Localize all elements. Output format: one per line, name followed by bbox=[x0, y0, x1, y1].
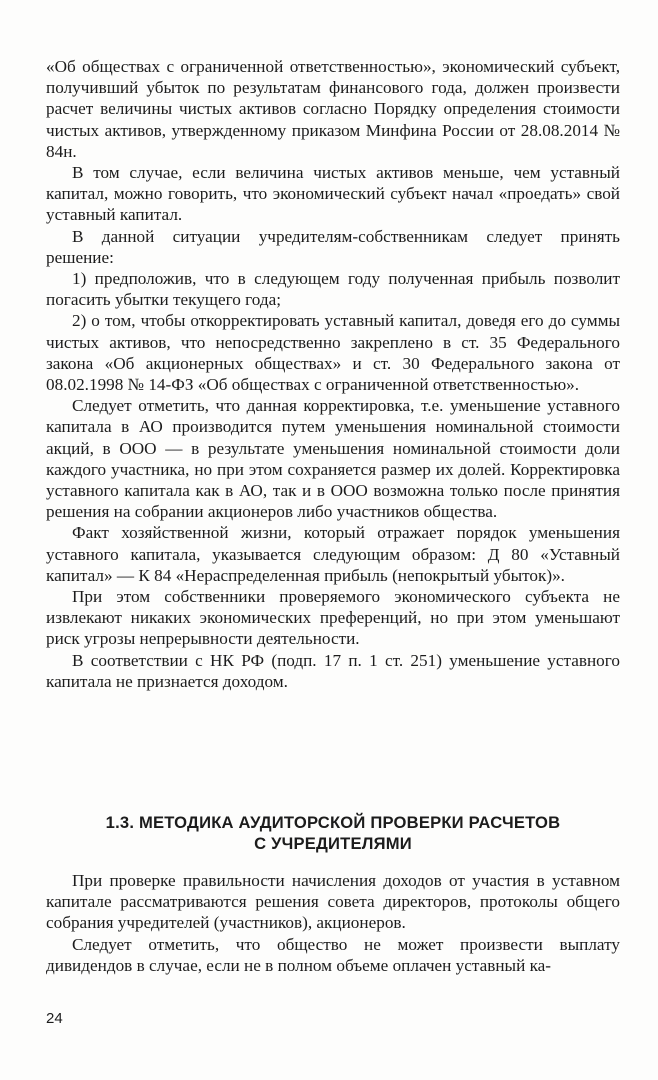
paragraph: «Об обществах с ограниченной ответственностью», экономический субъект, получивший убыток по результатам финансового года, должен произвести расчет величины чистых активов согласно Порядку определения стоимости чистых активов, утвержденному приказом Минфина России от 28.08.2014 № 84н. bbox=[46, 57, 620, 161]
paragraph: Следует отметить, что общество не может произвести выплату дивидендов в случае, если не в полном объеме оплачен уставный ка- bbox=[46, 934, 620, 975]
paragraph: В соответствии с НК РФ (подп. 17 п. 1 ст. 251) уменьшение уставного капитала не признается доходом. bbox=[46, 650, 620, 691]
paragraph: Факт хозяйственной жизни, который отражает порядок уменьшения уставного капитала, указывается следующим образом: Д 80 «Уставный капитал» — К 84 «Нераспределенная прибыль (непокрытый убыток)». bbox=[46, 523, 620, 585]
section-heading bbox=[46, 812, 620, 854]
paragraph: В данной ситуации учредителям-собственникам следует принять решение: bbox=[46, 226, 620, 267]
paragraph: При этом собственники проверяемого экономического субъекта не извлекают никаких экономических преференций, но при этом уменьшают риск угрозы непрерывности деятельности. bbox=[46, 587, 620, 649]
page-number: 24 bbox=[46, 1010, 63, 1027]
paragraph: 1) предположив, что в следующем году полученная прибыль позволит погасить убытки текущего года; bbox=[46, 269, 620, 310]
section-heading-line: С УЧРЕДИТЕЛЯМИ bbox=[254, 834, 412, 853]
paragraph: 2) о том, чтобы откорректировать уставный капитал, доведя его до суммы чистых активов, что непосредственно закреплено в ст. 35 Федерального закона «Об акционерных обществах» и ст. 30 Федерального закона от 08.02.1998 № 14-ФЗ «Об обществах с ограниченной ответственностью». bbox=[46, 311, 620, 395]
body-text-top bbox=[46, 56, 620, 692]
paragraph: В том случае, если величина чистых активов меньше, чем уставный капитал, можно говорить, что экономический субъект начал «проедать» свой уставный капитал. bbox=[46, 163, 620, 225]
paragraph: При проверке правильности начисления доходов от участия в уставном капитале рассматриваются решения совета директоров, протоколы общего собрания учредителей (участников), акционеров. bbox=[46, 871, 620, 933]
section-heading-line: 1.3. МЕТОДИКА АУДИТОРСКОЙ ПРОВЕРКИ РАСЧЕТОВ bbox=[105, 813, 561, 832]
paragraph: Следует отметить, что данная корректировка, т.е. уменьшение уставного капитала в АО производится путем уменьшения номинальной стоимости акций, в ООО — в результате уменьшения номинальной стоимости доли каждого участника, но при этом сохраняется размер их долей. Корректировка уставного капитала как в АО, так и в ООО возможна только после принятия решения на собрании акционеров либо участников общества. bbox=[46, 396, 620, 522]
body-text-bottom bbox=[46, 870, 620, 976]
